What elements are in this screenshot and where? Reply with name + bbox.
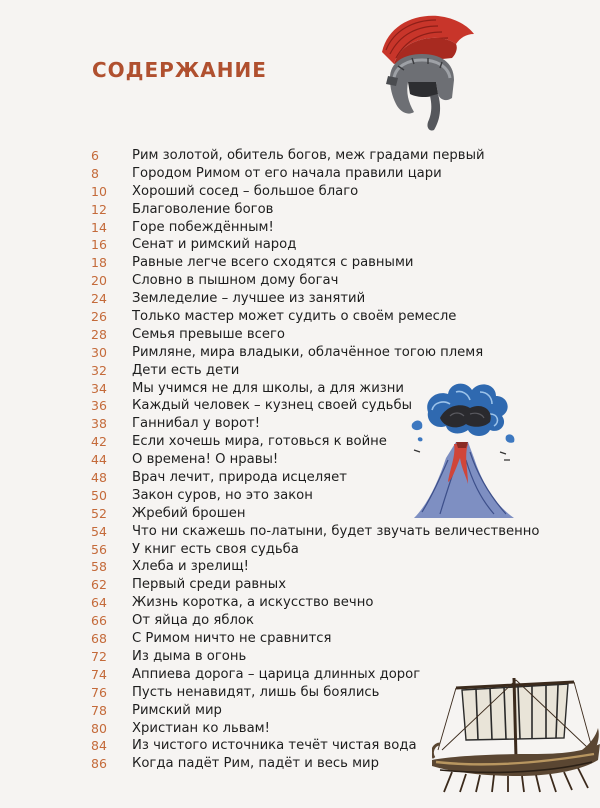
toc-title: Городом Римом от его начала правили цари	[132, 165, 442, 181]
volcano-icon	[410, 372, 518, 520]
toc-title: Римский мир	[132, 702, 222, 718]
toc-entry[interactable]	[91, 308, 561, 326]
toc-title: Равные легче всего сходятся с равными	[132, 255, 414, 271]
toc-entry[interactable]	[91, 290, 561, 308]
toc-page-number: 30	[91, 344, 107, 360]
toc-entry[interactable]	[91, 576, 561, 594]
toc-title: Жребий брошен	[132, 505, 246, 521]
toc-page-number: 42	[91, 434, 107, 450]
toc-entry[interactable]	[91, 219, 561, 237]
toc-page-number: 74	[91, 666, 107, 682]
toc-title: Сенат и римский народ	[132, 237, 297, 253]
toc-page-number: 78	[91, 702, 107, 718]
toc-page-number: 6	[91, 148, 99, 163]
toc-page-number: 52	[91, 505, 107, 521]
toc-page-number: 8	[91, 165, 99, 181]
toc-title: О времена! О нравы!	[132, 452, 279, 468]
toc-title: Земледелие – лучшее из занятий	[132, 291, 366, 307]
toc-entry[interactable]	[91, 165, 561, 183]
toc-page-number: 72	[91, 648, 107, 664]
toc-title: Рим золотой, обитель богов, меж градами первый	[132, 148, 485, 163]
toc-page-number: 12	[91, 201, 107, 217]
toc-title: Мы учимся не для школы, а для жизни	[132, 380, 404, 396]
toc-entry[interactable]	[91, 541, 561, 559]
toc-page-number: 32	[91, 362, 107, 378]
toc-page-number: 84	[91, 738, 107, 754]
galley-ship-icon	[432, 678, 600, 793]
toc-title: У книг есть своя судьба	[132, 541, 299, 557]
toc-page-number: 64	[91, 595, 107, 611]
toc-title: Христиан ко львам!	[132, 720, 270, 736]
roman-helmet-icon	[368, 8, 478, 138]
toc-entry[interactable]	[91, 254, 561, 272]
toc-title: Что ни скажешь по-латыни, будет звучать величественно	[132, 523, 540, 539]
toc-title: Каждый человек – кузнец своей судьбы	[132, 398, 412, 414]
toc-entry[interactable]	[91, 326, 561, 344]
toc-page-number: 68	[91, 631, 107, 647]
toc-title: Из дыма в огонь	[132, 648, 247, 664]
toc-entry[interactable]	[91, 272, 561, 290]
toc-page-number: 50	[91, 487, 107, 503]
page-title: СОДЕРЖАНИЕ	[92, 58, 267, 82]
toc-entry[interactable]	[91, 630, 561, 648]
toc-title: От яйца до яблок	[132, 613, 254, 629]
toc-title: Закон суров, но это закон	[132, 487, 313, 503]
toc-title: Горе побеждённым!	[132, 219, 274, 235]
toc-title: С Римом ничто не сравнится	[132, 631, 332, 647]
toc-page-number: 16	[91, 237, 107, 253]
toc-title: Если хочешь мира, готовься к войне	[132, 434, 387, 450]
toc-page-number: 58	[91, 559, 107, 575]
toc-entry[interactable]	[91, 344, 561, 362]
toc-page-number: 26	[91, 309, 107, 325]
toc-page-number: 20	[91, 273, 107, 289]
toc-page-number: 28	[91, 326, 107, 342]
toc-page-number: 38	[91, 416, 107, 432]
toc-title: Семья превыше всего	[132, 326, 285, 342]
toc-page-number: 56	[91, 541, 107, 557]
toc-page-number: 76	[91, 684, 107, 700]
toc-entry[interactable]	[91, 147, 561, 165]
toc-entry[interactable]	[91, 558, 561, 576]
toc-title: Из чистого источника течёт чистая вода	[132, 738, 417, 754]
toc-entry[interactable]	[91, 236, 561, 254]
toc-title: Врач лечит, природа исцеляет	[132, 470, 347, 486]
toc-title: Жизнь коротка, а искусство вечно	[132, 595, 374, 611]
toc-page-number: 62	[91, 577, 107, 593]
toc-page-number: 86	[91, 756, 107, 772]
toc-title: Аппиева дорога – царица длинных дорог	[132, 666, 421, 682]
toc-entry[interactable]	[91, 594, 561, 612]
toc-page-number: 34	[91, 380, 107, 396]
toc-title: Словно в пышном дому богач	[132, 273, 339, 289]
toc-title: Дети есть дети	[132, 362, 240, 378]
toc-entry[interactable]	[91, 523, 561, 541]
toc-page-number: 24	[91, 291, 107, 307]
toc-page-number: 18	[91, 255, 107, 271]
toc-entry[interactable]	[91, 648, 561, 666]
toc-page-number: 14	[91, 219, 107, 235]
toc-title: Хороший сосед – большое благо	[132, 183, 359, 199]
toc-page-number: 66	[91, 613, 107, 629]
toc-page-number: 54	[91, 523, 107, 539]
toc-title: Римляне, мира владыки, облачённое тогою племя	[132, 344, 484, 360]
toc-title: Ганнибал у ворот!	[132, 416, 261, 432]
toc-page-number: 10	[91, 183, 107, 199]
toc-page-number: 36	[91, 398, 107, 414]
toc-entry[interactable]	[91, 612, 561, 630]
toc-page-number: 44	[91, 452, 107, 468]
toc-entry[interactable]	[91, 201, 561, 219]
toc-title: Когда падёт Рим, падёт и весь мир	[132, 756, 379, 772]
toc-title: Хлеба и зрелищ!	[132, 559, 249, 575]
toc-title: Только мастер может судить о своём ремесле	[132, 309, 457, 325]
toc-title: Пусть ненавидят, лишь бы боялись	[132, 684, 380, 700]
toc-page-number: 80	[91, 720, 107, 736]
toc-page-number: 48	[91, 470, 107, 486]
toc-title: Благоволение богов	[132, 201, 274, 217]
toc-title: Первый среди равных	[132, 577, 287, 593]
toc-entry[interactable]	[91, 183, 561, 201]
